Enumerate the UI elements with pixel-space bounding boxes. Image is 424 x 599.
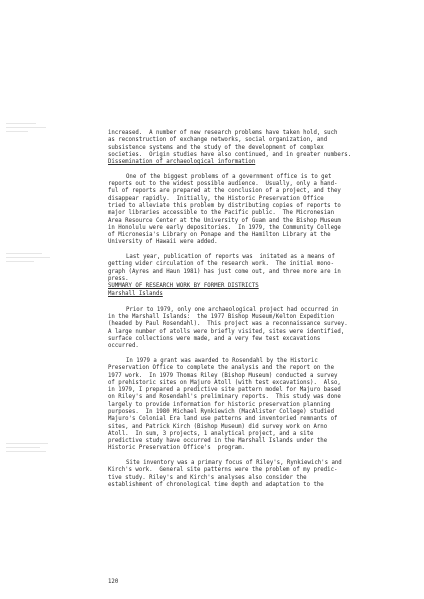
text-line: subsistence systems and the study of the development of complex bbox=[108, 144, 324, 151]
paragraph bbox=[108, 254, 380, 283]
text-line: societies. Origin studies have also continued, and in greater numbers. bbox=[108, 151, 352, 158]
text-line: tried to alleviate this problem by distributing copies of reports to bbox=[108, 202, 341, 209]
section-heading: SUMMARY OF RESEARCH WORK BY FORMER DISTRICTS bbox=[108, 283, 259, 290]
document-body bbox=[108, 130, 380, 489]
text-line: Prior to 1979, only one archaeological project had occurred in bbox=[126, 306, 339, 313]
bleed-through-marks bbox=[6, 120, 52, 135]
bleed-through-marks bbox=[6, 250, 52, 265]
text-line: One of the biggest problems of a government office is to get bbox=[126, 173, 332, 180]
paragraph bbox=[108, 174, 380, 247]
text-line: in Honolulu were early depositories. In 1979, the Community College bbox=[108, 224, 341, 231]
paragraph bbox=[108, 307, 380, 351]
text-line: establishment of chronological time depth and adaptation to the bbox=[108, 481, 324, 488]
text-line: in the Marshall Islands: the 1977 Bishop Museum/Kelton Expedition bbox=[108, 314, 334, 321]
paragraph bbox=[108, 358, 380, 453]
paragraph bbox=[108, 460, 380, 489]
text-line: of prehistoric sites on Majuro Atoll (with test excavations). Also, bbox=[108, 379, 341, 386]
bleed-through-marks bbox=[6, 440, 52, 455]
text-line: predictive study have occurred in the Marshall Islands under the bbox=[108, 438, 328, 445]
text-line: Majuro's Colonial Era land use patterns and inventoried remnants of bbox=[108, 416, 338, 423]
text-line: occurred. bbox=[108, 343, 139, 350]
text-line: getting wider circulation of the research work. The initial mono- bbox=[108, 261, 334, 268]
text-line: on Riley's and Rosendahl's preliminary reports. This study was done bbox=[108, 394, 341, 401]
text-line: of Micronesia's Library on Ponape and the Hamilton Library at the bbox=[108, 232, 331, 239]
text-line: graph (Ayres and Haun 1981) has just come out, and three more are in bbox=[108, 268, 341, 275]
text-line: (headed by Paul Rosendahl). This project was a reconnaissance survey. bbox=[108, 321, 348, 328]
text-line: Area Resource Center at the University of Guam and the Bishop Museum bbox=[108, 217, 341, 224]
text-line: ful of reports are prepared at the conclusion of a project, and they bbox=[108, 188, 341, 195]
page-number: 120 bbox=[108, 579, 119, 585]
text-line: surface collections were made, and a very few test excavations bbox=[108, 336, 321, 343]
text-line: tive study. Riley's and Kirch's analyses also consider the bbox=[108, 474, 307, 481]
text-line: Site inventory was a primary focus of Riley's, Rynkiewich's and bbox=[126, 460, 342, 467]
text-line: Kirch's work. General site patterns were the problem of my predic- bbox=[108, 467, 338, 474]
text-line: reports out to the widest possible audience. Usually, only a hand- bbox=[108, 181, 338, 188]
text-line: A large number of atolls were briefly visited, sites were identified, bbox=[108, 328, 345, 335]
text-line: Preservation Office to complete the analysis and the report on the bbox=[108, 365, 334, 372]
text-line: in 1979, I prepared a predictive site pattern model for Majuro based bbox=[108, 387, 341, 394]
text-line: press. bbox=[108, 275, 129, 282]
text-line: major libraries accessible to the Pacific public. The Micronesian bbox=[108, 210, 334, 217]
text-line: University of Hawaii were added. bbox=[108, 239, 218, 246]
text-line: sites, and Patrick Kirch (Bishop Museum) did survey work on Arno bbox=[108, 423, 328, 430]
section-heading: Dissemination of archaeological information bbox=[108, 159, 256, 166]
text-line: 1977 work. In 1979 Thomas Riley (Bishop Museum) conducted a survey bbox=[108, 372, 338, 379]
text-line: Atoll. In sum, 3 projects, 1 analytical project, and a site bbox=[108, 430, 314, 437]
text-line: increased. A number of new research problems have taken hold, such bbox=[108, 130, 338, 136]
text-line: as reconstruction of exchange networks, social organization, and bbox=[108, 137, 328, 144]
text-line: purposes. In 1980 Michael Rynkiewich (MacAlister College) studied bbox=[108, 408, 334, 415]
text-line: In 1979 a grant was awarded to Rosendahl by the Historic bbox=[126, 357, 318, 364]
text-line: Historic Preservation Office's program. bbox=[108, 445, 245, 452]
subsection-heading: Marshall Islands bbox=[108, 290, 163, 297]
text-line: Last year, publication of reports was initated as a means of bbox=[126, 254, 335, 261]
text-line: disappear rapidly. Initially, the Historic Preservation Office bbox=[108, 195, 324, 202]
paragraph bbox=[108, 130, 380, 159]
text-line: largely to provide information for historic preservation planning bbox=[108, 401, 331, 408]
